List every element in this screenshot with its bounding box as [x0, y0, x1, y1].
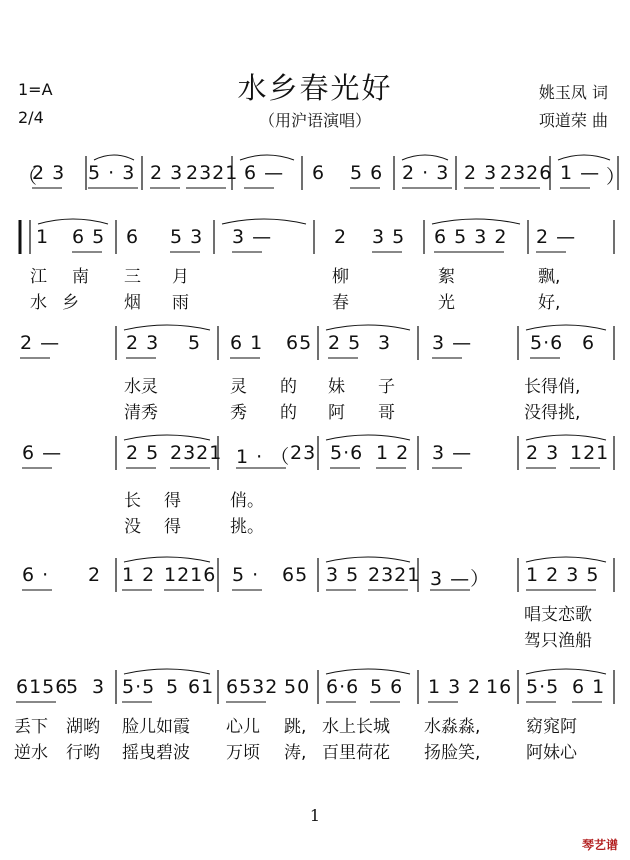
note-group: 6 ·: [22, 564, 50, 586]
note-group: 6 —: [22, 442, 63, 464]
song-title: 水乡春光好: [237, 71, 393, 105]
note-group: 5: [166, 676, 180, 698]
lyric-syllable: 水灵: [124, 377, 158, 397]
lyric-syllable: 妹: [328, 377, 345, 397]
slur-arc: [526, 557, 606, 562]
note-group: 2321: [186, 162, 239, 184]
lyric-syllable: 子: [378, 377, 395, 397]
note-group: 5 3: [170, 226, 204, 248]
note-group: 2 3: [32, 162, 66, 184]
lyric-syllable: 三: [124, 267, 141, 287]
note-group: （: [18, 166, 39, 188]
note-group: 5·6: [330, 442, 364, 464]
slur-arc: [124, 325, 210, 330]
lyric-syllable: 脸儿如霞: [122, 717, 190, 737]
note-group: 5 ·: [232, 564, 260, 586]
slur-arc: [326, 325, 410, 330]
note-group: 1 2 3 5: [526, 564, 600, 586]
song-subtitle: （用沪语演唱）: [258, 111, 371, 130]
slur-arc: [558, 155, 610, 160]
slur-arc: [526, 669, 606, 674]
note-group: 1 3: [428, 676, 462, 698]
note-group: 5·6: [530, 332, 564, 354]
note-group: 6: [582, 332, 596, 354]
note-group: 6 1: [230, 332, 264, 354]
lyric-syllable: 江: [30, 267, 47, 287]
note-group: 6 5 3 2: [434, 226, 508, 248]
lyric-syllable: 水淼淼,: [424, 717, 481, 737]
note-group: 1 2: [122, 564, 156, 586]
note-group: 65: [282, 564, 309, 586]
note-group: 1: [36, 226, 50, 248]
note-group: 2 3: [464, 162, 498, 184]
slur-arc: [526, 435, 606, 440]
note-group: 6 —: [244, 162, 285, 184]
lyric-syllable: 唱支恋歌: [524, 605, 592, 625]
note-group: 5·5: [122, 676, 156, 698]
note-group: 2 3: [126, 332, 160, 354]
slur-arc: [124, 669, 210, 674]
lyric-syllable: 乡: [62, 293, 79, 313]
note-group: 2 —: [20, 332, 61, 354]
note-group: 16: [486, 676, 513, 698]
note-group: 3 —: [232, 226, 273, 248]
lyric-syllable: 水上长城: [322, 717, 390, 737]
note-group: 2 3: [526, 442, 560, 464]
lyric-syllable: 俏。: [230, 491, 264, 511]
note-group: 61: [188, 676, 215, 698]
note-group: 5 6: [370, 676, 404, 698]
lyric-syllable: 哥: [378, 403, 395, 423]
lyric-syllable: 烟: [124, 293, 141, 313]
note-group: 3 5: [326, 564, 360, 586]
note-group: 2: [468, 676, 482, 698]
lyric-syllable: 涛,: [284, 743, 307, 763]
note-group: 2321: [368, 564, 421, 586]
lyric-syllable: 阿妹心: [526, 743, 577, 763]
note-group: 2 · 3: [402, 162, 450, 184]
slur-arc: [240, 155, 294, 160]
slur-arc: [124, 557, 210, 562]
lyric-syllable: 逆水: [14, 743, 48, 763]
lyric-syllable: 行哟: [66, 743, 100, 763]
lyric-syllable: 光: [438, 293, 455, 313]
lyric-syllable: 春: [332, 293, 349, 313]
time-signature: 2/4: [18, 108, 44, 127]
slur-arc: [38, 219, 108, 224]
note-group: 3: [378, 332, 392, 354]
lyric-syllable: 挑。: [230, 517, 264, 537]
note-group: 2 —: [536, 226, 577, 248]
note-group: 2 3: [150, 162, 184, 184]
lyric-syllable: 没得挑,: [524, 403, 581, 423]
lyric-syllable: 好,: [538, 293, 561, 313]
note-group: 2: [88, 564, 102, 586]
note-group: 65: [286, 332, 313, 354]
lyric-syllable: 长得俏,: [524, 377, 581, 397]
lyric-syllable: 百里荷花: [322, 743, 390, 763]
slur-arc: [526, 325, 606, 330]
lyric-syllable: 的: [280, 377, 297, 397]
note-group: 2: [334, 226, 348, 248]
note-group: 50: [284, 676, 311, 698]
note-group: 3 —）: [430, 568, 491, 590]
lyric-syllable: 跳,: [284, 717, 307, 737]
lyric-syllable: 飘,: [538, 267, 561, 287]
slur-arc: [222, 219, 306, 224]
note-group: 5: [188, 332, 202, 354]
slur-arc: [432, 219, 520, 224]
lyric-syllable: 窈窕阿: [526, 717, 577, 737]
lyric-syllable: 秀: [230, 403, 247, 423]
note-group: 6: [312, 162, 326, 184]
note-group: 6: [126, 226, 140, 248]
lyric-syllable: 絮: [438, 267, 455, 287]
lyric-syllable: 灵: [230, 377, 247, 397]
note-group: ）: [606, 166, 627, 188]
note-group: 6·6: [326, 676, 360, 698]
note-group: 2 5: [328, 332, 362, 354]
note-group: 6156: [16, 676, 69, 698]
lyric-syllable: 丢下: [14, 717, 48, 737]
composer-credit: 项道荣 曲: [538, 111, 608, 130]
note-group: 5 6: [350, 162, 384, 184]
note-group: 3 —: [432, 442, 473, 464]
note-group: 1 · （: [236, 446, 291, 468]
note-group: 3: [92, 676, 106, 698]
lyric-syllable: 没: [124, 517, 141, 537]
note-group: 6 1: [572, 676, 606, 698]
note-group: 6 5: [72, 226, 106, 248]
note-group: 2326: [500, 162, 553, 184]
note-group: 23: [290, 442, 317, 464]
lyric-syllable: 的: [280, 403, 297, 423]
note-group: 3 —: [432, 332, 473, 354]
lyric-syllable: 心儿: [226, 717, 260, 737]
slur-arc: [94, 155, 134, 160]
lyric-syllable: 清秀: [124, 403, 158, 423]
lyric-syllable: 水: [30, 293, 47, 313]
note-group: 5·5: [526, 676, 560, 698]
lyric-syllable: 得: [164, 491, 181, 511]
slur-arc: [326, 557, 410, 562]
lyric-syllable: 阿: [328, 403, 345, 423]
brand-logo-text: 琴艺谱: [581, 838, 618, 852]
note-group: 2 5: [126, 442, 160, 464]
slur-arc: [402, 155, 448, 160]
lyric-syllable: 南: [72, 267, 89, 287]
note-group: 1216: [164, 564, 217, 586]
lyric-syllable: 摇曳碧波: [122, 743, 190, 763]
note-group: 6532: [226, 676, 279, 698]
note-group: 5 · 3: [88, 162, 136, 184]
note-group: 121: [570, 442, 610, 464]
lyricist-credit: 姚玉凤 词: [538, 83, 608, 102]
note-group: 1 —: [560, 162, 601, 184]
slur-arc: [326, 435, 410, 440]
note-group: 1 2: [376, 442, 410, 464]
lyric-syllable: 柳: [332, 267, 349, 287]
note-group: 5: [66, 676, 80, 698]
lyric-syllable: 驾只渔船: [524, 631, 592, 651]
note-group: 3 5: [372, 226, 406, 248]
lyric-syllable: 长: [124, 491, 141, 511]
lyric-syllable: 扬脸笑,: [424, 743, 481, 763]
key-signature: 1=A: [18, 80, 53, 99]
note-group: 2321: [170, 442, 223, 464]
lyric-syllable: 湖哟: [66, 717, 100, 737]
page-number: 1: [309, 806, 321, 825]
lyric-syllable: 月: [172, 267, 189, 287]
lyric-syllable: 万顷: [226, 743, 260, 763]
slur-arc: [326, 669, 410, 674]
lyric-syllable: 得: [164, 517, 181, 537]
slur-arc: [124, 435, 210, 440]
lyric-syllable: 雨: [172, 293, 189, 313]
